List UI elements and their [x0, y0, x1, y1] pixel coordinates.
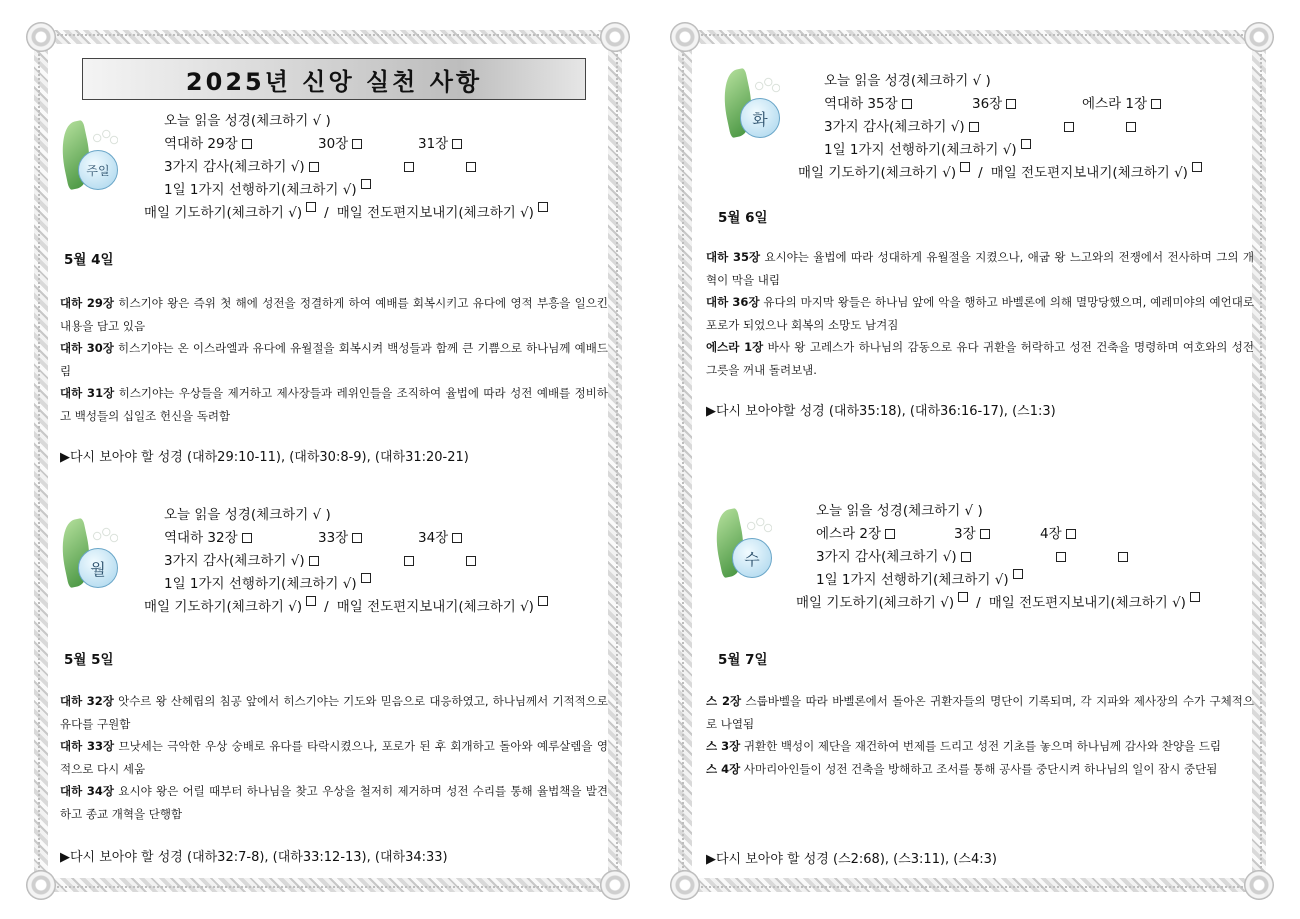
date-label: 5월 6일 [718, 210, 768, 226]
letter-label: 매일 전도편지보내기(체크하기 √) [336, 205, 534, 221]
deed-checkbox[interactable] [361, 179, 371, 189]
thanks-checkbox[interactable] [1126, 122, 1136, 132]
prayer-checkbox[interactable] [306, 202, 316, 212]
thanks-checkbox[interactable] [309, 556, 319, 566]
thanks-checkbox[interactable] [969, 122, 979, 132]
read-label: 오늘 읽을 성경(체크하기 √ ) [164, 507, 331, 523]
prayer-label: 매일 기도하기(체크하기 √) [144, 599, 303, 615]
chapter-checkbox[interactable] [902, 99, 912, 109]
day-label: 화 [740, 98, 780, 138]
thanks-checkbox[interactable] [466, 556, 476, 566]
chapter-checkbox[interactable] [1006, 99, 1016, 109]
lily-emblem-icon [724, 70, 784, 152]
letter-label: 매일 전도편지보내기(체크하기 √) [988, 595, 1186, 611]
letter-checkbox[interactable] [538, 596, 548, 606]
day-label: 월 [78, 548, 118, 588]
letter-checkbox[interactable] [1192, 162, 1202, 172]
read-label: 오늘 읽을 성경(체크하기 √ ) [824, 73, 991, 89]
chapter-checkbox[interactable] [242, 533, 252, 543]
prayer-checkbox[interactable] [958, 592, 968, 602]
reread-verses: ▶다시 보아야 할 성경 (대하32:7-8), (대하33:12-13), (대하34:33) [60, 850, 448, 865]
chapter-checkbox[interactable] [980, 529, 990, 539]
thanks-checkbox[interactable] [961, 552, 971, 562]
deed-label: 1일 1가지 선행하기(체크하기 √) [164, 576, 357, 592]
chapter-checkbox[interactable] [242, 139, 252, 149]
day-label: 수 [732, 538, 772, 578]
left-page: 2025년 신앙 실천 사항 주일 오늘 읽을 성경(체크하기 √ ) 역대하 29장 30장 31장 3가지 감사(체크하기 √) 1일 1가지 선행하기(체크하기 √) 매일 기도하기(체크하기 √) / 매일 전도편지보내기(체크하기 √) 5월 4일 대하 29장 히스기야 왕은 즉위 첫 해에 성전을 정결하게 하여 예배를 회복시키고 유다에 영적 부흥을 일으킨 내용을 담고 있음 대하 30장 히스기야는 온 이스라엘과 유다에 유월절을 회복시켜 백성들과 함께 큰 기쁨으로 하나님께 예배드림 대하 31장 히스기야는 우상들을 제거하고 제사장들과 레위인들을 조직하여 율법에 따라 성전 예배를 정비하고 백성들의 십일조 헌신을 독려함 ▶다시 보아야 할 성경 (대하29:10-11), (대하30:8-9), (대하31:20-21) 월 오늘 읽을 성경(체크하기 √ ) 역대하 32장 33장 34장 3가지 감사(체크하기 √) 1일 1가지 선행하기(체크하기 √) 매일 기도하기(체크하기 √) / 매일 전도편지보내기(체크하기 √) 5월 5일 대하 32장 앗수르 왕 산헤립의 침공 앞에서 히스기야는 기도와 믿음으로 대응하였고, 하나님께서 기적적으로 유다를 구원함 대하 33장 므낫세는 극악한 우상 숭배로 유다를 타락시켰으나, 포로가 된 후 회개하고 돌아와 예루살렘을 영적으로 다시 세움 대하 34장 요시야 왕은 어릴 때부터 하나님을 찾고 우상을 철저히 제거하며 성전 수리를 통해 율법책을 발견하고 종교 개혁을 단행함 ▶다시 보아야 할 성경 (대하32:7-8), (대하33:12-13), (대하34:33) [34, 30, 622, 892]
thanks-label: 3가지 감사(체크하기 √) [816, 549, 957, 565]
date-label: 5월 4일 [64, 252, 114, 268]
date-label: 5월 7일 [718, 652, 768, 668]
chapter-checkbox[interactable] [1151, 99, 1161, 109]
thanks-checkbox[interactable] [1056, 552, 1066, 562]
chapter-summary: 대하 32장 앗수르 왕 산헤립의 침공 앞에서 히스기야는 기도와 믿음으로 대응하였고, 하나님께서 기적적으로 유다를 구원함 대하 33장 므낫세는 극악한 우상 숭배로 유다를 타락시켰으나, 포로가 된 후 회개하고 돌아와 예루살렘을 영적으로 다시 세움 대하 34장 요시야 왕은 어릴 때부터 하나님을 찾고 우상을 철저히 제거하며 성전 수리를 통해 율법책을 발견하고 종교 개혁을 단행함 [60, 694, 608, 821]
thanks-checkbox[interactable] [404, 162, 414, 172]
letter-checkbox[interactable] [538, 202, 548, 212]
prayer-checkbox[interactable] [960, 162, 970, 172]
deed-label: 1일 1가지 선행하기(체크하기 √) [824, 142, 1017, 158]
date-label: 5월 5일 [64, 652, 114, 668]
chapter-checkbox[interactable] [352, 533, 362, 543]
right-page: 화 오늘 읽을 성경(체크하기 √ ) 역대하 35장 36장 에스라 1장 3가지 감사(체크하기 √) 1일 1가지 선행하기(체크하기 √) 매일 기도하기(체크하기 √) / 매일 전도편지보내기(체크하기 √) 5월 6일 대하 35장 요시야는 율법에 따라 성대하게 유월절을 지켰으나, 애굽 왕 느고와의 전쟁에서 전사하며 그의 개혁이 막을 내림 대하 36장 유다의 마지막 왕들은 하나님 앞에 악을 행하고 바벨론에 의해 멸망당했으며, 예레미야의 예언대로 포로가 되었으나 회복의 소망도 남겨짐 에스라 1장 바사 왕 고레스가 하나님의 감동으로 유다 귀환을 허락하고 성전 건축을 명령하며 여호와의 성전 그릇을 꺼내 돌려보냄. ▶다시 보아야할 성경 (대하35:18), (대하36:16-17), (스1:3) 수 오늘 읽을 성경(체크하기 √ ) 에스라 2장 3장 4장 3가지 감사(체크하기 √) 1일 1가지 선행하기(체크하기 √) 매일 기도하기(체크하기 √) / 매일 전도편지보내기(체크하기 √) 5월 7일 스 2장 스룹바벨을 따라 바벨론에서 돌아온 귀환자들의 명단이 기록되며, 각 지파와 제사장의 수가 구체적으로 나열됨 스 3장 귀환한 백성이 제단을 재건하여 번제를 드리고 성전 기초를 놓으며 하나님께 감사와 찬양을 드림 스 4장 사마리아인들이 성전 건축을 방해하고 조서를 통해 공사를 중단시켜 하나님의 일이 잠시 중단됨 ▶다시 보아야 할 성경 (스2:68), (스3:11), (스4:3) [678, 30, 1266, 892]
deed-checkbox[interactable] [1021, 139, 1031, 149]
thanks-checkbox[interactable] [404, 556, 414, 566]
chapter-checkbox[interactable] [352, 139, 362, 149]
day-label: 주일 [78, 150, 118, 190]
thanks-label: 3가지 감사(체크하기 √) [164, 159, 305, 175]
lily-emblem-icon [62, 520, 122, 602]
chapter-checkbox[interactable] [1066, 529, 1076, 539]
deed-checkbox[interactable] [1013, 569, 1023, 579]
lily-emblem-icon [716, 510, 776, 592]
letter-checkbox[interactable] [1190, 592, 1200, 602]
prayer-label: 매일 기도하기(체크하기 √) [798, 165, 957, 181]
thanks-checkbox[interactable] [466, 162, 476, 172]
thanks-checkbox[interactable] [309, 162, 319, 172]
reread-verses: ▶다시 보아야 할 성경 (대하29:10-11), (대하30:8-9), (대하31:20-21) [60, 450, 469, 465]
letter-label: 매일 전도편지보내기(체크하기 √) [336, 599, 534, 615]
chapter-summary: 대하 29장 히스기야 왕은 즉위 첫 해에 성전을 정결하게 하여 예배를 회복시키고 유다에 영적 부흥을 일으킨 내용을 담고 있음 대하 30장 히스기야는 온 이스라엘과 유다에 유월절을 회복시켜 백성들과 함께 큰 기쁨으로 하나님께 예배드림 대하 31장 히스기야는 우상들을 제거하고 제사장들과 레위인들을 조직하여 율법에 따라 성전 예배를 정비하고 백성들의 십일조 헌신을 독려함 [60, 296, 608, 423]
thanks-checkbox[interactable] [1118, 552, 1128, 562]
prayer-label: 매일 기도하기(체크하기 √) [144, 205, 303, 221]
reread-verses: ▶다시 보아야할 성경 (대하35:18), (대하36:16-17), (스1:3) [706, 404, 1056, 419]
thanks-checkbox[interactable] [1064, 122, 1074, 132]
chapter-checkbox[interactable] [452, 533, 462, 543]
deed-label: 1일 1가지 선행하기(체크하기 √) [164, 182, 357, 198]
chapter-checkbox[interactable] [452, 139, 462, 149]
chapter-summary: 대하 35장 요시야는 율법에 따라 성대하게 유월절을 지켰으나, 애굽 왕 느고와의 전쟁에서 전사하며 그의 개혁이 막을 내림 대하 36장 유다의 마지막 왕들은 하나님 앞에 악을 행하고 바벨론에 의해 멸망당했으며, 예레미야의 예언대로 포로가 되었으나 회복의 소망도 남겨짐 에스라 1장 바사 왕 고레스가 하나님의 감동으로 유다 귀환을 허락하고 성전 건축을 명령하며 여호와의 성전 그릇을 꺼내 돌려보냄. [706, 250, 1254, 377]
thanks-label: 3가지 감사(체크하기 √) [164, 553, 305, 569]
prayer-checkbox[interactable] [306, 596, 316, 606]
thanks-label: 3가지 감사(체크하기 √) [824, 119, 965, 135]
deed-label: 1일 1가지 선행하기(체크하기 √) [816, 572, 1009, 588]
deed-checkbox[interactable] [361, 573, 371, 583]
lily-emblem-icon [62, 122, 122, 204]
chapter-checkbox[interactable] [885, 529, 895, 539]
page-title: 2025년 신앙 실천 사항 [82, 58, 586, 100]
reread-verses: ▶다시 보아야 할 성경 (스2:68), (스3:11), (스4:3) [706, 852, 997, 867]
chapter-summary: 스 2장 스룹바벨을 따라 바벨론에서 돌아온 귀환자들의 명단이 기록되며, 각 지파와 제사장의 수가 구체적으로 나열됨 스 3장 귀환한 백성이 제단을 재건하여 번제를 드리고 성전 기초를 놓으며 하나님께 감사와 찬양을 드림 스 4장 사마리아인들이 성전 건축을 방해하고 조서를 통해 공사를 중단시켜 하나님의 일이 잠시 중단됨 [706, 694, 1254, 776]
letter-label: 매일 전도편지보내기(체크하기 √) [990, 165, 1188, 181]
read-label: 오늘 읽을 성경(체크하기 √ ) [816, 503, 983, 519]
read-label: 오늘 읽을 성경(체크하기 √ ) [164, 113, 331, 129]
prayer-label: 매일 기도하기(체크하기 √) [796, 595, 955, 611]
